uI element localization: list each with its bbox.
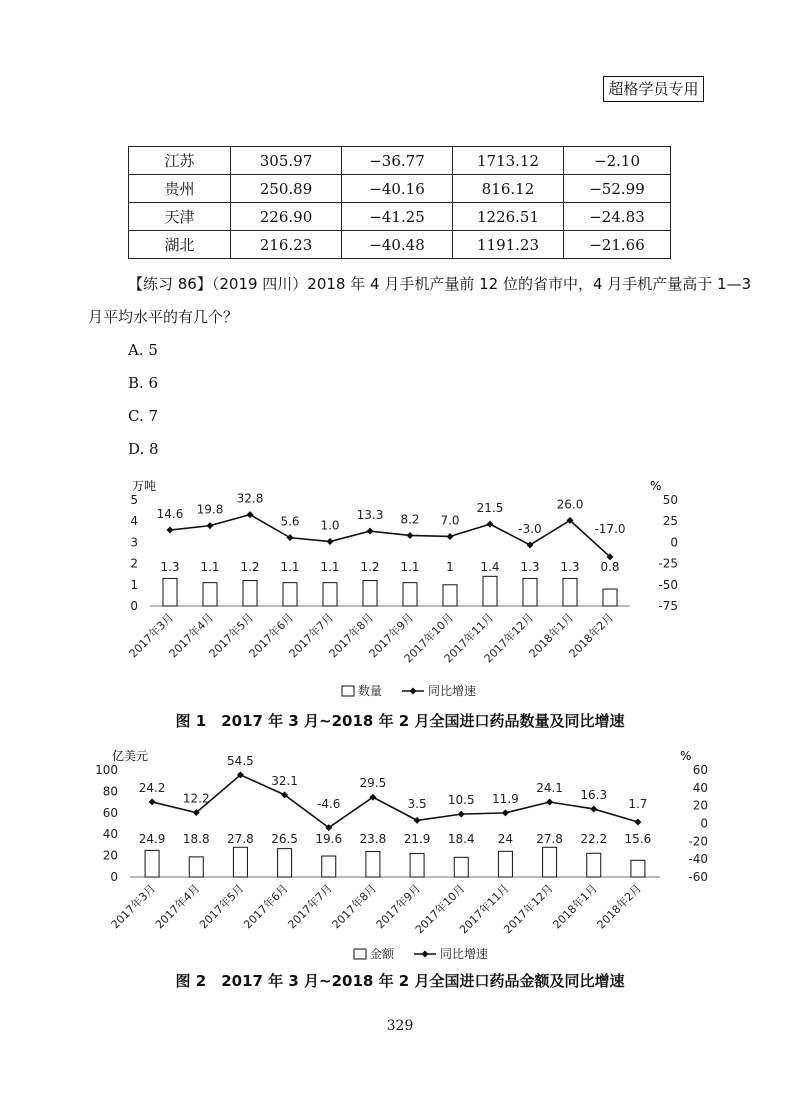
growth-label: 24.2: [138, 780, 166, 795]
right-tick-label: 25: [662, 514, 678, 529]
right-axis-unit: %: [650, 479, 662, 493]
category-label: 2017年4月: [152, 881, 203, 932]
option-c: C. 7: [128, 407, 159, 425]
growth-label: 8.2: [400, 512, 420, 527]
question-line-2: 月平均水平的有几个？: [88, 308, 239, 326]
table-row-label: 贵州: [129, 175, 231, 203]
bar-label: 1.1: [400, 560, 420, 574]
bar: [322, 856, 336, 877]
bar-label: 19.6: [315, 832, 343, 846]
category-label: 2017年12月: [481, 610, 537, 666]
bar: [233, 847, 247, 877]
growth-point: [590, 805, 597, 812]
growth-label: 16.3: [580, 787, 608, 802]
left-axis-unit: 亿美元: [112, 749, 149, 763]
chart-2-amount: [0, 738, 800, 966]
bar-label: 1: [446, 560, 454, 574]
bar: [498, 851, 512, 877]
bar-label: 21.9: [403, 832, 431, 846]
bar: [163, 578, 177, 606]
bar-label: 1.4: [480, 560, 500, 574]
bar-label: 1.2: [240, 560, 260, 574]
legend-bar-swatch: [342, 686, 354, 696]
legend-bar-label: 数量: [358, 684, 383, 698]
table-cell: 226.90: [231, 203, 342, 231]
category-label: 2017年5月: [197, 881, 247, 932]
bar: [243, 581, 257, 606]
growth-label: 3.5: [407, 797, 427, 811]
table-cell: −40.16: [342, 175, 453, 203]
bar: [145, 850, 159, 877]
table-cell: −24.83: [564, 203, 671, 231]
table-cell: −2.10: [564, 147, 671, 175]
growth-label: 13.3: [356, 508, 384, 523]
option-d: D. 8: [128, 440, 159, 458]
bar: [603, 589, 617, 606]
bar-label: 1.3: [560, 560, 580, 574]
growth-label: 29.5: [359, 776, 387, 791]
table-cell: 1713.12: [453, 147, 564, 175]
bar: [454, 857, 468, 877]
data-table: [128, 146, 671, 259]
bar: [189, 857, 203, 877]
category-label: 2017年3月: [108, 881, 159, 932]
growth-label: -17.0: [594, 522, 626, 536]
chart-1-quantity: [0, 465, 800, 705]
category-label: 2017年8月: [326, 610, 377, 661]
category-label: 2017年11月: [441, 610, 497, 666]
bar: [631, 860, 645, 877]
right-tick-label: -50: [658, 577, 678, 592]
table-cell: 216.23: [231, 231, 342, 259]
category-label: 2017年10月: [412, 881, 468, 937]
growth-point: [447, 533, 454, 540]
category-label: 2017年5月: [206, 610, 257, 661]
page-number: 329: [386, 1018, 414, 1034]
category-label: 2018年1月: [526, 610, 577, 661]
left-tick-label: 5: [130, 493, 138, 507]
bar-label: 1.1: [280, 560, 300, 574]
left-tick-label: 20: [102, 848, 118, 863]
growth-label: 24.1: [536, 781, 563, 796]
growth-label: 10.5: [447, 793, 475, 808]
growth-point: [287, 534, 294, 541]
bar-label: 26.5: [271, 832, 298, 846]
bar-label: 23.8: [359, 832, 387, 846]
growth-label: 5.6: [280, 514, 300, 529]
bar-label: 1.3: [520, 560, 540, 574]
bar: [283, 583, 297, 606]
right-tick-label: -60: [688, 870, 708, 884]
bar: [203, 583, 217, 606]
bar-label: 1.2: [360, 560, 380, 574]
growth-label: 32.1: [271, 773, 298, 788]
category-label: 2017年7月: [285, 881, 335, 932]
growth-point: [407, 532, 414, 539]
table-cell: 1226.51: [453, 203, 564, 231]
left-tick-label: 4: [130, 514, 138, 529]
table-row: [129, 147, 671, 175]
exclusive-badge: 超格学员专用: [603, 76, 704, 102]
growth-point: [149, 798, 156, 805]
growth-label: 12.2: [182, 791, 210, 806]
bar: [587, 853, 601, 877]
growth-point: [207, 522, 214, 529]
left-tick-label: 80: [102, 784, 118, 799]
left-axis-unit: 万吨: [132, 479, 157, 493]
right-tick-label: -40: [688, 852, 708, 867]
growth-label: 14.6: [156, 507, 184, 522]
table-cell: 250.89: [231, 175, 342, 203]
table-cell: −40.48: [342, 231, 453, 259]
bar: [483, 576, 497, 606]
legend-line-marker: [422, 951, 429, 958]
legend-line-label: 同比增速: [428, 684, 477, 698]
table-row: [129, 203, 671, 231]
bar: [523, 578, 537, 606]
table-row-label: 湖北: [129, 231, 231, 259]
growth-label: 26.0: [556, 497, 584, 512]
table-row: [129, 175, 671, 203]
growth-label: 32.8: [236, 491, 264, 506]
table-cell: 1191.23: [453, 231, 564, 259]
category-label: 2017年9月: [366, 610, 417, 661]
category-label: 2017年8月: [329, 881, 380, 932]
category-label: 2017年6月: [246, 610, 297, 661]
category-label: 2018年2月: [594, 881, 645, 932]
growth-point: [546, 799, 553, 806]
right-tick-label: -75: [658, 599, 678, 613]
growth-point: [414, 817, 421, 824]
bar: [563, 578, 577, 606]
bar-label: 22.2: [580, 832, 608, 846]
bar: [366, 852, 380, 877]
table-row-label: 天津: [129, 203, 231, 231]
growth-line: [170, 515, 610, 557]
question: [88, 268, 752, 334]
bar: [543, 847, 557, 877]
bar: [363, 581, 377, 606]
left-tick-label: 3: [130, 535, 138, 550]
growth-point: [527, 541, 534, 548]
table-cell: 816.12: [453, 175, 564, 203]
legend-line-label: 同比增速: [440, 947, 489, 961]
right-axis-unit: %: [680, 749, 692, 763]
option-a: A. 5: [128, 341, 158, 359]
chart-2-caption: 图 2 2017 年 3 月~2018 年 2 月全国进口药品金额及同比增速: [175, 972, 625, 990]
bar-label: 1.3: [160, 560, 180, 574]
growth-line: [152, 775, 638, 828]
growth-point: [487, 521, 494, 528]
left-tick-label: 0: [130, 599, 138, 613]
growth-label: 19.8: [196, 502, 224, 517]
left-tick-label: 40: [102, 827, 118, 842]
bar-label: 24: [497, 832, 514, 846]
bar: [323, 583, 337, 606]
category-label: 2017年9月: [373, 881, 424, 932]
legend-bar-swatch: [354, 949, 366, 959]
growth-point: [458, 811, 465, 818]
growth-label: 54.5: [227, 753, 254, 768]
right-tick-label: -25: [658, 556, 678, 571]
growth-label: -4.6: [317, 797, 341, 811]
bar-label: 15.6: [624, 832, 652, 846]
table-cell: 305.97: [231, 147, 342, 175]
table-cell: −36.77: [342, 147, 453, 175]
bar: [410, 854, 424, 877]
growth-point: [634, 818, 641, 825]
bar-label: 1.1: [200, 560, 220, 574]
left-tick-label: 2: [130, 556, 138, 571]
left-tick-label: 60: [102, 805, 118, 820]
growth-point: [367, 528, 374, 535]
growth-label: 1.0: [320, 518, 340, 533]
option-b: B. 6: [128, 374, 159, 392]
bar-label: 1.1: [320, 560, 340, 574]
category-label: 2017年4月: [166, 610, 217, 661]
right-tick-label: 50: [662, 493, 678, 507]
table-cell: −41.25: [342, 203, 453, 231]
right-tick-label: -20: [688, 834, 708, 849]
bar: [443, 585, 457, 606]
category-label: 2018年2月: [566, 610, 617, 661]
category-label: 2017年11月: [457, 881, 512, 937]
chart-1-caption: 图 1 2017 年 3 月~2018 年 2 月全国进口药品数量及同比增速: [175, 712, 625, 730]
bar: [403, 583, 417, 606]
table-cell: −52.99: [564, 175, 671, 203]
bar-label: 24.9: [138, 832, 166, 846]
right-tick-label: 0: [700, 816, 708, 831]
bar: [278, 849, 292, 877]
right-tick-label: 0: [670, 535, 678, 550]
growth-label: 11.9: [492, 791, 519, 806]
growth-point: [327, 538, 334, 545]
left-tick-label: 0: [110, 870, 118, 884]
growth-label: 21.5: [476, 501, 504, 516]
table-row: [129, 231, 671, 259]
bar-label: 27.8: [227, 832, 254, 846]
right-tick-label: 60: [692, 763, 708, 777]
bar-label: 18.4: [447, 832, 475, 846]
table-cell: −21.66: [564, 231, 671, 259]
growth-label: -3.0: [518, 521, 542, 536]
growth-label: 1.7: [628, 797, 648, 811]
category-label: 2017年7月: [286, 610, 337, 661]
right-tick-label: 40: [692, 780, 708, 795]
bar-label: 27.8: [536, 832, 563, 846]
legend-line-marker: [410, 688, 417, 695]
left-tick-label: 100: [95, 763, 118, 777]
bar-label: 18.8: [182, 832, 210, 846]
category-label: 2017年3月: [126, 610, 177, 661]
growth-point: [247, 511, 254, 518]
right-tick-label: 20: [692, 798, 708, 813]
category-label: 2017年6月: [241, 881, 291, 932]
bar-label: 0.8: [600, 560, 620, 574]
legend-bar-label: 金额: [370, 947, 395, 961]
table-row-label: 江苏: [129, 147, 231, 175]
category-label: 2017年12月: [501, 881, 556, 937]
left-tick-label: 1: [130, 577, 138, 592]
category-label: 2017年10月: [401, 610, 457, 666]
growth-point: [167, 527, 174, 534]
growth-label: 7.0: [440, 513, 460, 528]
growth-point: [502, 809, 509, 816]
category-label: 2018年1月: [550, 881, 600, 932]
question-line-1: 【练习 86】（2019 四川）2018 年 4 月手机产量前 12 位的省市中，4 月手机产量高于 1—3: [128, 275, 752, 293]
